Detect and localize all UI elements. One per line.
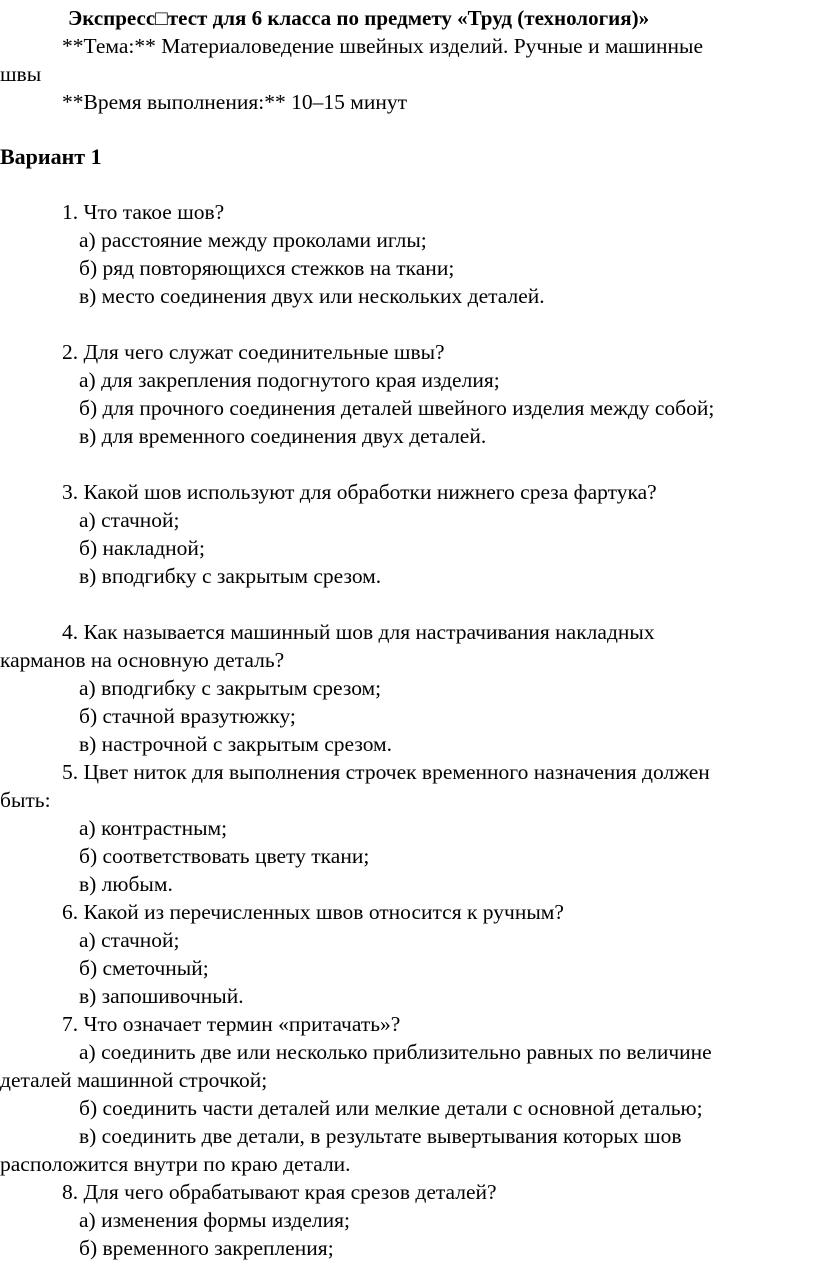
answer-6b: б) сметочный; (79, 956, 209, 980)
question-5-continued: быть: (0, 788, 51, 812)
question-8: 8. Для чего обрабатывают края срезов деталей? (62, 1180, 497, 1204)
answer-2a: а) для закрепления подогнутого края изделия; (79, 368, 500, 392)
answer-3b: б) накладной; (79, 536, 205, 560)
answer-1b: б) ряд повторяющихся стежков на ткани; (79, 256, 455, 280)
answer-5b: б) соответствовать цвету ткани; (79, 844, 370, 868)
answer-2b: б) для прочного соединения деталей швейного изделия между собой; (79, 396, 715, 420)
answer-5c: в) любым. (79, 872, 173, 896)
answer-7a: а) соединить две или несколько приблизительно равных по величине (79, 1040, 712, 1064)
answer-4c: в) настрочной с закрытым срезом. (79, 732, 393, 756)
question-1: 1. Что такое шов? (62, 200, 225, 224)
topic-line-continued: швы (0, 62, 42, 86)
answer-8b: б) временного закрепления; (79, 1236, 334, 1260)
answer-4b: б) стачной вразутюжку; (79, 704, 296, 728)
topic-line: **Тема:** Материаловедение швейных изделий. Ручные и машинные (62, 34, 704, 58)
question-5: 5. Цвет ниток для выполнения строчек временного назначения должен (62, 760, 710, 784)
answer-7a-continued: деталей машинной строчкой; (0, 1068, 268, 1092)
answer-2c: в) для временного соединения двух деталей. (79, 424, 487, 448)
variant-heading: Вариант 1 (0, 144, 102, 169)
question-4: 4. Как называется машинный шов для настрачивания накладных (62, 620, 655, 644)
answer-6c: в) запошивочный. (79, 984, 244, 1008)
answer-4a: а) вподгибку с закрытым срезом; (79, 676, 382, 700)
answer-3a: а) стачной; (79, 508, 180, 532)
question-6: 6. Какой из перечисленных швов относится к ручным? (62, 900, 564, 924)
answer-7b: б) соединить части деталей или мелкие детали с основной деталью; (79, 1096, 703, 1120)
question-4-continued: карманов на основную деталь? (0, 648, 285, 672)
answer-7c: в) соединить две детали, в результате вывертывания которых шов (79, 1124, 682, 1148)
answer-7c-continued: расположится внутри по краю детали. (0, 1152, 351, 1176)
answer-3c: в) вподгибку с закрытым срезом. (79, 564, 382, 588)
answer-6a: а) стачной; (79, 928, 180, 952)
question-3: 3. Какой шов используют для обработки нижнего среза фартука? (62, 480, 657, 504)
time-line: **Время выполнения:** 10–15 минут (62, 90, 407, 114)
answer-5a: а) контрастным; (79, 816, 228, 840)
answer-8a: а) изменения формы изделия; (79, 1208, 350, 1232)
question-7: 7. Что означает термин «притачать»? (62, 1012, 401, 1036)
answer-1a: а) расстояние между проколами иглы; (79, 228, 427, 252)
question-2: 2. Для чего служат соединительные швы? (62, 340, 445, 364)
answer-1c: в) место соединения двух или нескольких деталей. (79, 284, 545, 308)
document-title: Экспресс□тест для 6 класса по предмету «Труд (технология)» (68, 6, 650, 30)
